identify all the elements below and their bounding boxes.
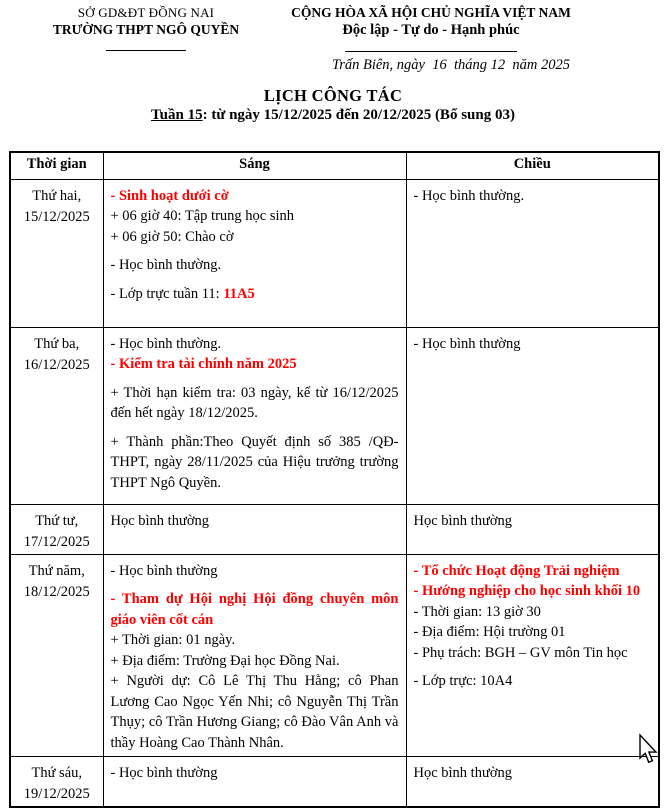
table-row [10,179,659,327]
week-label: Tuần 15 [151,107,203,123]
text-segment: - Lớp trực tuần 11: [110,285,224,302]
schedule-line [111,255,399,276]
schedule-line [414,671,652,692]
text-segment: + Người dự: Cô Lê Thị Thu Hằng; cô Phan Lương Cao Ngọc Yến Nhi; cô Nguyễn Thị Trần Thụy; cô Trần Hương Giang; cô Đào Vân Anh và thầy Hoàng Cao Thành Nhân. [110,673,399,751]
schedule-line [414,186,652,207]
schedule-line [414,622,652,643]
text-segment: - Kiểm tra tài chính năm 2025 [110,356,297,372]
national-motto-line2: Độc lập - Tự do - Hạnh phúc [342,22,520,38]
national-motto-line1: CỘNG HÒA XÃ HỘI CHỦ NGHĨA VIỆT NAM [291,5,571,20]
text-segment: - Thời gian: 13 giờ 30 [413,603,541,620]
place-date-line: Trấn Biên, ngày 16 tháng 12 năm 2025 [331,57,570,73]
text-segment: - Học bình thường. [110,257,222,273]
week-subtitle [0,107,666,124]
day-line: Thứ năm, [28,562,85,579]
org-school: TRƯỜNG THPT NGÔ QUYỀN [52,22,240,37]
schedule-line [414,763,652,784]
schedule-table-body [10,179,659,807]
text-segment: + Địa điểm: Trường Đại học Đồng Nai. [110,652,340,669]
day-cell [10,504,103,554]
column-header-morning: Sáng [103,152,406,179]
day-line: 17/12/2025 [23,533,90,550]
text-segment: - Học bình thường. [110,335,222,352]
day-line: Thứ sáu, [31,765,83,781]
schedule-line [111,383,399,424]
text-segment: - Học bình thường [413,335,521,352]
day-line: Thứ hai, [32,187,82,204]
text-segment: Học bình thường [110,512,209,529]
schedule-line [111,354,399,375]
schedule-table [9,151,660,808]
text-segment: 11A5 [223,285,255,302]
schedule-line [111,651,399,672]
day-line: 18/12/2025 [23,583,90,600]
text-segment: - Học bình thường. [413,187,525,204]
schedule-line [414,602,652,623]
text-segment: - Tham dự Hội nghị Hội đồng chuyên môn giáo viên cốt cán [110,591,399,628]
day-line: 19/12/2025 [23,786,90,802]
letterhead-org-block [34,5,258,56]
afternoon-cell [406,554,659,757]
afternoon-cell [406,504,659,554]
morning-cell [103,327,406,504]
text-segment: - Hướng nghiệp cho học sinh khối 10 [413,583,641,599]
schedule-line [111,630,399,651]
text-segment: - Lớp trực: 10A4 [413,673,513,689]
table-row [10,327,659,504]
schedule-line [111,334,399,355]
day-cell [10,327,103,504]
text-segment: - Sinh hoạt dưới cờ [110,187,229,204]
column-header-time: Thời gian [10,152,103,179]
table-row [10,504,659,554]
schedule-line [111,206,399,227]
text-segment: + Thời gian: 01 ngày. [110,632,236,648]
schedule-line [111,284,399,305]
day-cell [10,554,103,757]
column-header-afternoon: Chiều [406,152,659,179]
day-cell [10,179,103,327]
day-line: Thứ ba, [34,335,80,352]
day-line: 15/12/2025 [23,208,90,225]
text-segment: - Học bình thường [110,765,218,781]
week-range: : từ ngày 15/12/2025 đến 20/12/2025 (Bổ sung 03) [202,107,515,123]
schedule-table-head [10,152,659,179]
day-cell [10,757,103,808]
schedule-line [111,671,399,753]
schedule-line [414,334,652,355]
text-segment: - Địa điểm: Hội trường 01 [413,624,566,640]
table-row [10,757,659,808]
schedule-line [111,763,399,784]
day-line: Thứ tư, [35,512,79,529]
text-segment: + 06 giờ 40: Tập trung học sinh [110,208,295,224]
schedule-line [111,561,399,582]
schedule-line [111,432,399,494]
schedule-line [111,511,399,532]
schedule-line [111,186,399,207]
schedule-line [414,643,652,664]
org-department: SỞ GD&ĐT ĐỒNG NAI [77,5,215,20]
day-line: 16/12/2025 [23,356,90,373]
text-segment: Học bình thường [413,765,512,781]
page-title: LỊCH CÔNG TÁC [263,86,403,105]
morning-cell [103,179,406,327]
text-segment: Học bình thường [413,512,512,529]
text-segment: - Tổ chức Hoạt động Trải nghiệm [413,562,620,579]
text-segment: - Học bình thường [110,562,218,579]
header-row [10,152,659,179]
table-row [10,554,659,757]
schedule-line [414,561,652,582]
morning-cell [103,554,406,757]
text-segment: + 06 giờ 50: Chào cờ [110,228,234,245]
text-segment: + Thời hạn kiểm tra: 03 ngày, kể từ 16/12/2025 đến hết ngày 18/12/2025. [110,384,399,421]
morning-cell [103,757,406,808]
schedule-line [111,589,399,630]
schedule-line [111,227,399,248]
text-segment: - Phụ trách: BGH – GV môn Tin học [413,644,628,661]
motto-divider-rule [345,51,517,52]
text-segment: + Thành phần:Theo Quyết định số 385 /QĐ-THPT, ngày 28/11/2025 của Hiệu trưởng trường THPT Ngô Quyền. [110,433,399,491]
afternoon-cell [406,179,659,327]
schedule-line [414,581,652,602]
org-divider-rule [106,50,186,51]
morning-cell [103,504,406,554]
afternoon-cell [406,327,659,504]
afternoon-cell [406,757,659,808]
letterhead-national-block [266,5,596,57]
schedule-line [414,511,652,532]
